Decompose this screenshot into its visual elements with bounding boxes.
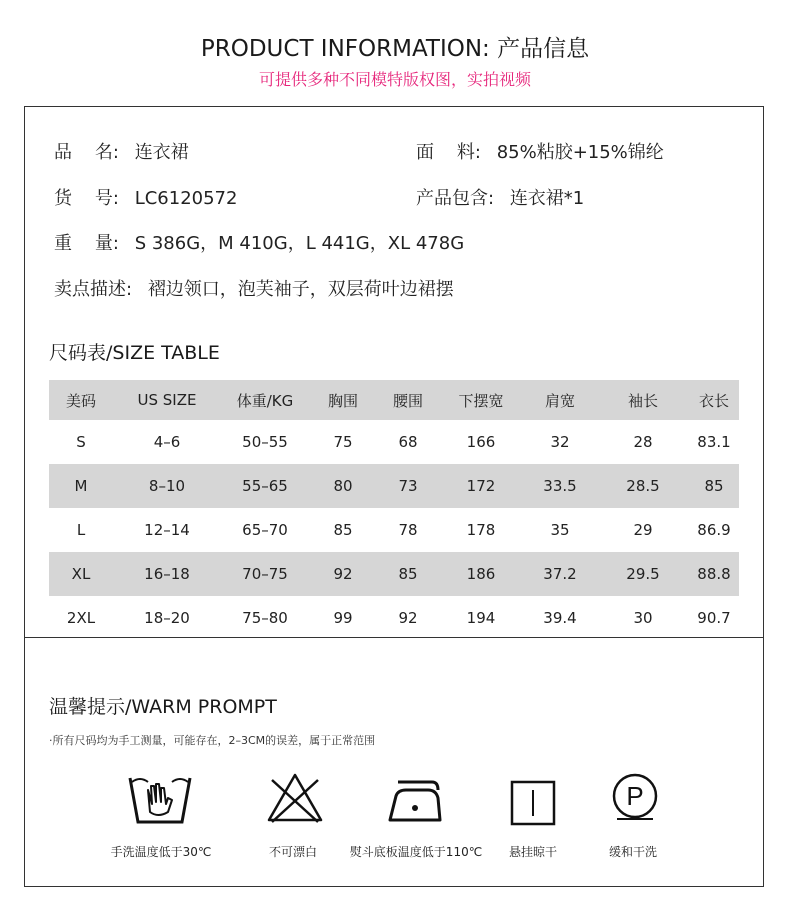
table-cell: 85 [398, 565, 418, 583]
table-cell: 28 [633, 433, 653, 451]
table-header-cell: 袖长 [627, 391, 658, 410]
table-cell: 68 [398, 433, 418, 451]
table-cell: 92 [398, 609, 418, 627]
product-name-row [54, 138, 189, 164]
page-subtitle: 可提供多种不同模特版权图，实拍视频 [258, 70, 531, 89]
weight-row [54, 229, 464, 255]
table-header-cell: US SIZE [137, 391, 197, 409]
table-cell: 2XL [66, 609, 96, 627]
table-header-row [49, 380, 739, 420]
table-row [49, 552, 739, 596]
package-label: 产品包含: [416, 188, 495, 209]
table-row [49, 464, 739, 508]
table-cell: 39.4 [543, 609, 577, 627]
table-row [49, 420, 739, 464]
selling-point-row [54, 275, 454, 301]
table-cell: XL [71, 565, 91, 583]
measurement-note: ·所有尺码均为手工测量，可能存在，2–3CM的误差，属于正常范围 [49, 734, 376, 747]
table-header-cell: 腰围 [392, 391, 423, 410]
table-cell: 186 [466, 565, 496, 583]
sku-row [54, 184, 237, 210]
material-row [416, 138, 664, 164]
package-value: 连衣裙*1 [509, 188, 585, 209]
product-name-value: 连衣裙 [134, 142, 189, 163]
table-header-cell: 肩宽 [544, 391, 575, 410]
no-bleach-icon [266, 772, 324, 824]
material-label: 面 料: [416, 142, 481, 163]
care-label-hand-wash: 手洗温度低于30℃ [110, 845, 212, 859]
hand-wash-icon [128, 772, 192, 828]
table-cell: 75–80 [242, 609, 288, 627]
table-cell: 35 [550, 521, 570, 539]
weight-value: S 386G，M 410G，L 441G，XL 478G [134, 233, 465, 254]
table-row [49, 596, 739, 640]
dry-clean-p-icon [611, 772, 659, 820]
table-cell: 18–20 [144, 609, 190, 627]
table-cell: 55–65 [242, 477, 288, 495]
table-cell: 4–6 [153, 433, 181, 451]
table-cell: L [76, 521, 86, 539]
table-cell: 83.1 [697, 433, 731, 451]
table-cell: 78 [398, 521, 418, 539]
table-cell: 194 [466, 609, 496, 627]
table-cell: 88.8 [697, 565, 731, 583]
table-cell: 16–18 [144, 565, 190, 583]
table-header-cell: 胸围 [327, 391, 358, 410]
table-cell: 33.5 [543, 477, 577, 495]
table-cell: 12–14 [144, 521, 190, 539]
table-cell: S [76, 433, 86, 451]
table-cell: 29.5 [626, 565, 660, 583]
iron-low-icon [388, 778, 442, 824]
table-cell: 85 [333, 521, 353, 539]
product-name-label: 品 名: [54, 142, 119, 163]
table-cell: 50–55 [242, 433, 288, 451]
material-value: 85%粘胶+15%锦纶 [496, 142, 664, 163]
table-row [49, 508, 739, 552]
selling-point-label: 卖点描述: [54, 279, 133, 300]
table-cell: 178 [466, 521, 496, 539]
care-label-line-dry: 悬挂晾干 [508, 845, 558, 859]
care-label-iron: 熨斗底板温度低于110℃ [349, 845, 483, 859]
table-cell: 8–10 [148, 477, 186, 495]
table-header-cell: 下摆宽 [458, 391, 504, 410]
table-cell: 85 [704, 477, 724, 495]
table-cell: 29 [633, 521, 653, 539]
table-cell: 28.5 [626, 477, 660, 495]
size-table-title: 尺码表/SIZE TABLE [49, 342, 220, 364]
table-cell: 90.7 [697, 609, 731, 627]
table-cell: 32 [550, 433, 570, 451]
table-cell: 166 [466, 433, 496, 451]
table-cell: 73 [398, 477, 418, 495]
table-header-cell: 衣长 [698, 391, 729, 410]
care-label-dry-clean: 缓和干洗 [608, 845, 658, 859]
table-cell: M [74, 477, 88, 495]
table-cell: 75 [333, 433, 353, 451]
sku-value: LC6120572 [134, 188, 238, 209]
table-header-cell: 美码 [65, 391, 96, 410]
table-header-cell: 体重/KG [236, 391, 294, 410]
table-cell: 172 [466, 477, 496, 495]
table-cell: 80 [333, 477, 353, 495]
table-cell: 37.2 [543, 565, 577, 583]
line-dry-icon [510, 780, 556, 826]
care-label-no-bleach: 不可漂白 [268, 845, 318, 859]
table-cell: 99 [333, 609, 353, 627]
table-cell: 30 [633, 609, 653, 627]
table-cell: 70–75 [242, 565, 288, 583]
size-table [49, 380, 739, 640]
svg-text:P: P [626, 781, 644, 811]
table-cell: 65–70 [242, 521, 288, 539]
table-cell: 92 [333, 565, 353, 583]
table-cell: 86.9 [697, 521, 731, 539]
page-title: PRODUCT INFORMATION: 产品信息 [200, 36, 590, 62]
selling-point-value: 褶边领口，泡芙袖子，双层荷叶边裙摆 [147, 279, 454, 300]
package-row [416, 184, 584, 210]
weight-label: 重 量: [54, 233, 119, 254]
warm-prompt-title: 温馨提示/WARM PROMPT [49, 696, 277, 718]
sku-label: 货 号: [54, 188, 119, 209]
